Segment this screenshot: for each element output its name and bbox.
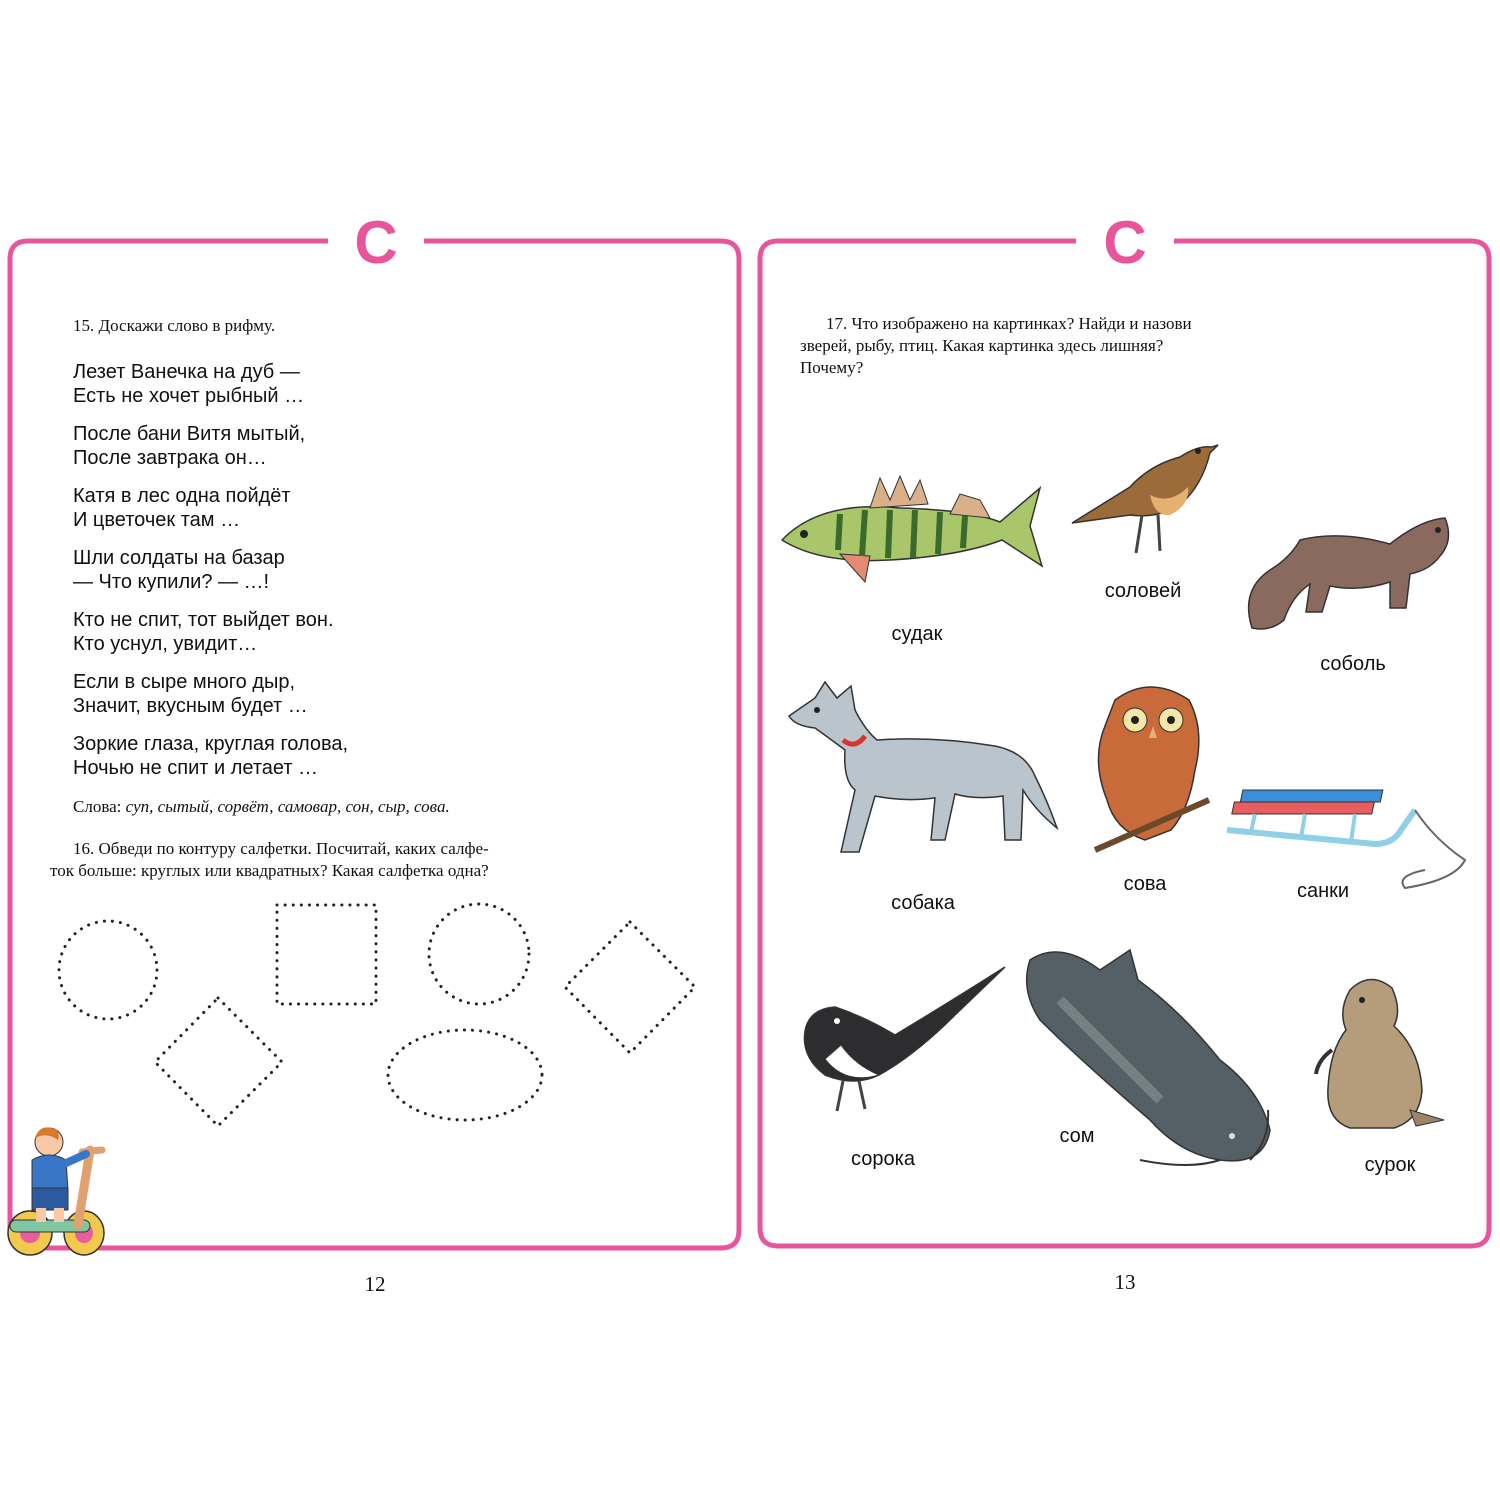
- soroka-magpie-illustration: [795, 965, 1010, 1120]
- napkin-oval: [388, 1030, 542, 1120]
- stanza-3: [73, 484, 291, 532]
- caption-sobaka: собака: [891, 892, 955, 914]
- stanza-line: Есть не хочет рыбный …: [73, 385, 305, 407]
- left-page-number: 12: [364, 1272, 386, 1296]
- boy-on-scooter-illustration: [2, 1120, 112, 1260]
- caption-surok: сурок: [1364, 1154, 1416, 1176]
- sobol-sable-illustration: [1240, 500, 1455, 640]
- task16-line1: 16. Обведи по контуру салфетки. Посчитай, каких салфе-: [73, 839, 489, 858]
- words-list: суп, сытый, сорвёт, самовар, сон, сыр, сова.: [125, 797, 450, 816]
- right-page-letter: С: [1103, 209, 1147, 276]
- task16-line2: ток больше: круглых или квадратных? Какая салфетка одна?: [50, 861, 489, 880]
- napkin-square-1: [277, 905, 376, 1004]
- dotted-napkins: [0, 880, 740, 1140]
- stanza-line: И цветочек там …: [73, 509, 241, 531]
- caption-soroka: сорока: [851, 1148, 915, 1170]
- napkin-circle-2: [429, 904, 529, 1004]
- sova-owl-illustration: [1085, 680, 1215, 860]
- stanza-6: [73, 670, 308, 718]
- surok-marmot-illustration: [1310, 970, 1445, 1135]
- stanza-line: Если в сыре много дыр,: [73, 671, 296, 693]
- sudak-fish-illustration: [780, 470, 1045, 590]
- stanza-4: [73, 546, 285, 594]
- stanza-2: [73, 422, 305, 470]
- caption-som: сом: [1059, 1125, 1095, 1147]
- stanza-line: Шли солдаты на базар: [73, 547, 285, 569]
- stanza-7: [73, 732, 348, 780]
- words-hint: [73, 797, 450, 817]
- stanza-line: — Что купили? — …!: [73, 571, 270, 593]
- stanza-line: Ночью не спит и летает …: [73, 757, 319, 779]
- stanza-1: [73, 360, 304, 408]
- caption-sudak: судак: [891, 623, 943, 645]
- caption-sova: сова: [1123, 873, 1167, 895]
- napkin-diamond-1: [565, 922, 695, 1053]
- napkin-circle-1: [59, 921, 157, 1019]
- left-page-letter: С: [354, 209, 398, 276]
- caption-solovey: соловей: [1104, 580, 1182, 602]
- stanza-line: Лезет Ванечка на дуб —: [73, 361, 300, 383]
- stanza-line: После завтрака он…: [73, 447, 267, 469]
- stanza-line: Значит, вкусным будет …: [73, 695, 308, 717]
- words-label: Слова:: [73, 797, 122, 816]
- stanza-line: Кто не спит, тот выйдет вон.: [73, 609, 334, 631]
- stanza-line: Катя в лес одна пойдёт: [73, 485, 291, 507]
- task17-line1: 17. Что изображено на картинках? Найди и назови: [826, 314, 1192, 333]
- task17-line2: зверей, рыбу, птиц. Какая картинка здесь лишняя?: [800, 336, 1164, 355]
- caption-sobol: соболь: [1320, 653, 1386, 675]
- napkin-diamond-2: [155, 998, 282, 1126]
- caption-sanki: санки: [1296, 880, 1350, 902]
- right-page-number: 13: [1114, 1270, 1136, 1294]
- sanki-sled-illustration: [1225, 780, 1470, 895]
- sobaka-dog-illustration: [785, 680, 1060, 860]
- stanza-line: После бани Витя мытый,: [73, 423, 306, 445]
- stanza-5: [73, 608, 334, 656]
- stanza-line: Зоркие глаза, круглая голова,: [73, 733, 349, 755]
- stanza-line: Кто уснул, увидит…: [73, 633, 258, 655]
- task17-line3: Почему?: [800, 358, 864, 377]
- task15-title: 15. Доскажи слово в рифму.: [73, 316, 276, 335]
- solovey-bird-illustration: [1070, 425, 1220, 560]
